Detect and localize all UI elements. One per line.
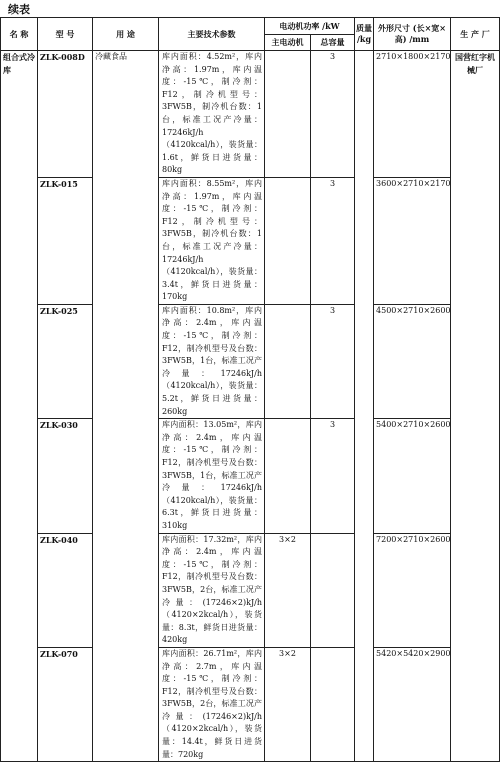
- dims-cell: 5420×5420×2900: [374, 647, 451, 761]
- table-row: [1, 647, 500, 761]
- model-cell: ZLK-040: [38, 533, 93, 647]
- power-main-cell: 3×2: [265, 647, 311, 761]
- model-cell: ZLK-025: [38, 304, 93, 418]
- header-power-main: 主电动机: [265, 35, 311, 51]
- params-cell: 库内面积：8.55m²，库内净高：1.97m，库内温度：-15℃，制冷剂：F12，制冷机型号：3FW5B，制冷机台数：1台，标准工况产冷量：17246kJ/h（4120kcal/h），装货量：3.4t，鲜货日进货量：170kg: [159, 177, 265, 304]
- product-name: 组合式冷库: [1, 51, 38, 762]
- model-cell: ZLK-015: [38, 177, 93, 304]
- use-cell: 冷藏食品: [93, 51, 159, 762]
- power-main-cell: [265, 177, 311, 304]
- model-cell: ZLK-070: [38, 647, 93, 761]
- manufacturer-cell: 国营红字机械厂: [451, 51, 500, 762]
- power-total-cell: 3: [311, 304, 355, 418]
- power-total-cell: 3: [311, 177, 355, 304]
- header-use: 用 途: [93, 18, 159, 51]
- params-cell: 库内面积：26.71m²，库内净高：2.7m，库内温度：-15℃，制冷剂：F12，制冷机型号及台数：3FW5B，2台，标准工况产冷量：(17246×2)kJ/h（4120×2kcal/h），装货量：14.4t，鲜货日进货量：720kg: [159, 647, 265, 761]
- header-dims: 外形尺寸 (长×宽×高) /mm: [374, 18, 451, 51]
- table-row: [1, 533, 500, 647]
- product-table: [0, 17, 500, 762]
- power-total-cell: [311, 647, 355, 761]
- header-name: 名 称: [1, 18, 38, 51]
- dims-cell: 3600×2710×2170: [374, 177, 451, 304]
- power-total-cell: [311, 533, 355, 647]
- dims-cell: 7200×2710×2600: [374, 533, 451, 647]
- continued-label: 续表: [8, 3, 30, 16]
- power-main-cell: [265, 51, 311, 178]
- power-main-cell: [265, 419, 311, 533]
- mass-cell: [355, 51, 374, 762]
- header-model: 型 号: [38, 18, 93, 51]
- header-manufacturer: 生 产 厂: [451, 18, 500, 51]
- model-cell: ZLK-030: [38, 419, 93, 533]
- params-cell: 库内面积：4.52m²，库内净高：1.97m，库内温度：-15℃，制冷剂：F12，制冷机型号：3FW5B，制冷机台数：1台，标准工况产冷量：17246kJ/h（4120kcal/h），装货量：1.6t，鲜货日进货量：80kg: [159, 51, 265, 178]
- table-row: [1, 177, 500, 304]
- params-cell: 库内面积：17.32m²，库内净高：2.4m，库内温度：-15℃，制冷剂：F12，制冷机型号及台数：3FW5B，2台，标准工况产冷量：(17246×2)kJ/h（4120×2kcal/h），装货量：8.3t，鲜货日进货量：420kg: [159, 533, 265, 647]
- power-total-cell: 3: [311, 51, 355, 178]
- dims-cell: 4500×2710×2600: [374, 304, 451, 418]
- table-row: [1, 51, 500, 178]
- model-cell: ZLK-008D: [38, 51, 93, 178]
- dims-cell: 5400×2710×2600: [374, 419, 451, 533]
- header-power: 电动机功率 /kW: [265, 18, 355, 35]
- header-mass: 质量 /kg: [355, 18, 374, 51]
- params-cell: 库内面积：13.05m²，库内净高：2.4m，库内温度：-15℃，制冷剂：F12，制冷机型号及台数：3FW5B，1台，标准工况产冷量：17246kJ/h（4120kcal/h），装货量：6.3t，鲜货日进货量：310kg: [159, 419, 265, 533]
- dims-cell: 2710×1800×2170: [374, 51, 451, 178]
- params-cell: 库内面积：10.8m²，库内净高：2.4m，库内温度：-15℃，制冷剂：F12，制冷机型号及台数：3FW5B，1台，标准工况产冷量：17246kJ/h（4120kcal/h），装货量：5.2t，鲜货日进货量：260kg: [159, 304, 265, 418]
- table-row: [1, 419, 500, 533]
- power-main-cell: [265, 304, 311, 418]
- table-row: [1, 304, 500, 418]
- header-power-total: 总容量: [311, 35, 355, 51]
- header-params: 主要技术参数: [159, 18, 265, 51]
- power-total-cell: 3: [311, 419, 355, 533]
- power-main-cell: 3×2: [265, 533, 311, 647]
